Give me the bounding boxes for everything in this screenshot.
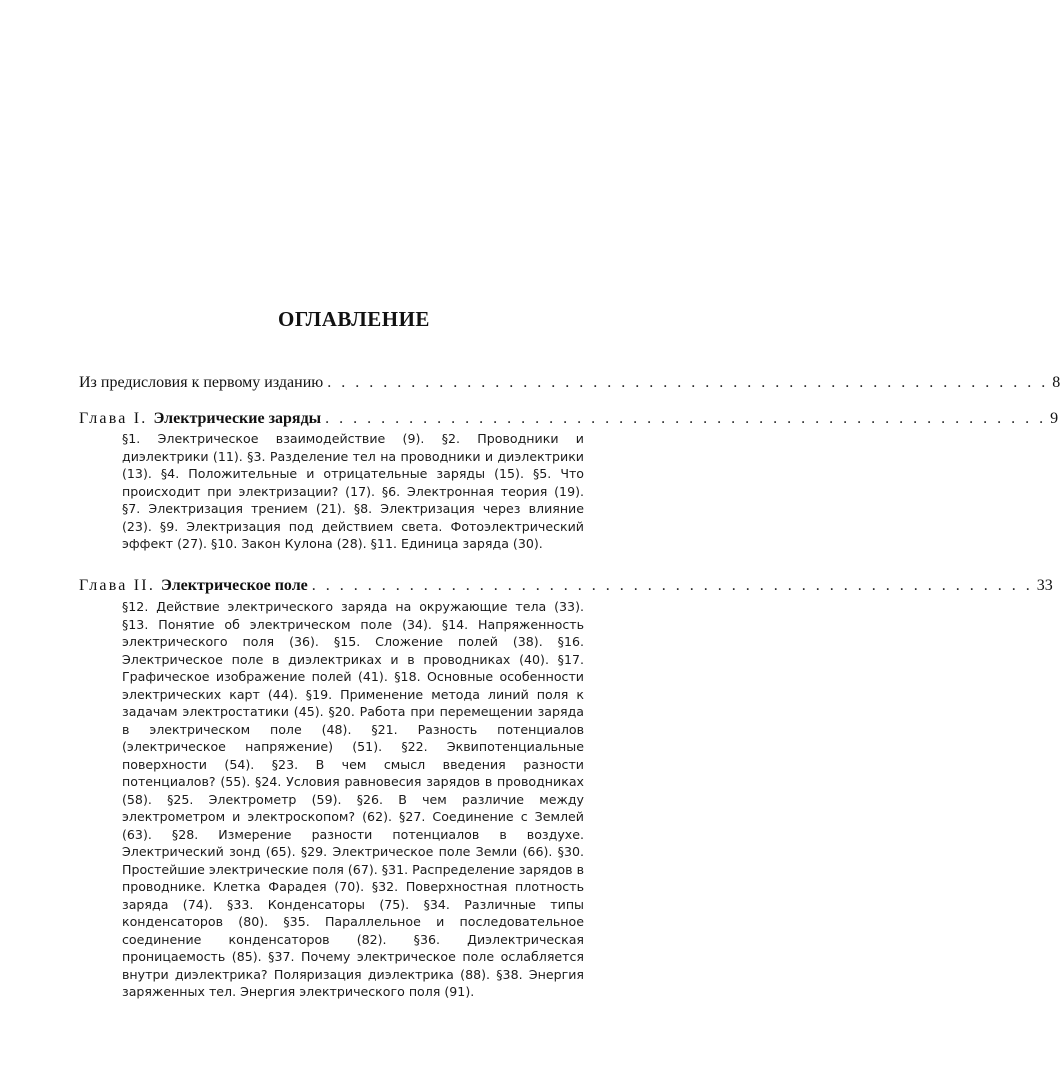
dot-leader: . . . . . . . . . . . . . . . . . . . . . . . . . . . . . . . . . . . . . . . . . . . . . . . . . . . . — [311, 577, 1033, 594]
dot-leader: . . . . . . . . . . . . . . . . . . . . . . . . . . . . . . . . . . . . . . . . . . . . . . . . . . . . — [325, 410, 1047, 427]
chapter-1-sections — [122, 430, 584, 553]
chapter-prefix: Глава II. — [79, 577, 156, 594]
entry-title: Из предисловия к первому изданию — [79, 374, 324, 391]
sections-text: §12. Действие электрического заряда на окружающие тела (33). §13. Понятие об электрическом поле (34). §14. Напряженность электрического поля (36). §15. Сложение полей (38). §16. Электрическое поле в диэлектриках и в проводниках (40). §17. Графическое изображение полей (41). §18. Основные особенности электрических карт (44). §19. Применение метода линий поля к задачам электростатики (45). §20. Работа при перемещении заряда в электрическом поле (48). §21. Разность потенциалов (электрическое напряжение) (51). §22. Эквипотенциальные поверхности (54). §23. В чем смысл введения разности потенциалов? (55). §24. Условия равновесия зарядов в проводниках (58). §25. Электрометр (59). §26. В чем различие между электрометром и электроскопом? (62). §27. Соединение с Землей (63). §28. Измерение разности потенциалов в воздухе. Электрический зонд (65). §29. Электрическое поле Земли (66). §30. Простейшие электрические поля (67). §31. Распределение зарядов в проводнике. Клетка Фарадея (70). §32. Поверхностная плотность заряда (74). §33. Конденсаторы (75). §34. Различные типы конденсаторов (80). §35. Параллельное и последовательное соединение конденсаторов (82). §36. Диэлектрическая проницаемость (85). §37. Почему электрическое поле ослабляется внутри диэлектрика? Поляризация диэлектрика (88). §38. Энергия заряженных тел. Энергия электрического поля (91). — [122, 599, 584, 999]
toc-entry-preface[interactable] — [79, 373, 1060, 393]
chapter-title: Электрическое поле — [161, 577, 308, 594]
sections-text: §1. Электрическое взаимодействие (9). §2. Проводники и диэлектрики (11). §3. Разделение тел на проводники и диэлектрики (13). §4. Положительные и отрицательные заряды (15). §5. Что происходит при электризации? (17). §6. Электронная теория (19). §7. Электризация трением (21). §8. Электризация через влияние (23). §9. Электризация под действием света. Фотоэлектрический эффект (27). §10. Закон Кулона (28). §11. Единица заряда (30). — [122, 431, 584, 551]
dot-leader: . . . . . . . . . . . . . . . . . . . . . . . . . . . . . . . . . . . . . . . . . . . . . . . . . . . . — [327, 374, 1049, 391]
page-number: 9 — [1050, 410, 1059, 427]
page-number: 8 — [1052, 374, 1060, 391]
chapter-2-sections — [122, 598, 584, 1001]
page-number: 33 — [1036, 577, 1053, 594]
toc-entry-chapter-2[interactable] — [79, 576, 1053, 596]
chapter-title: Электрические заряды — [153, 410, 322, 427]
toc-entry-chapter-1[interactable] — [79, 409, 1059, 429]
chapter-prefix: Глава I. — [79, 410, 148, 427]
page-title: ОГЛАВЛЕНИЕ — [278, 307, 430, 331]
